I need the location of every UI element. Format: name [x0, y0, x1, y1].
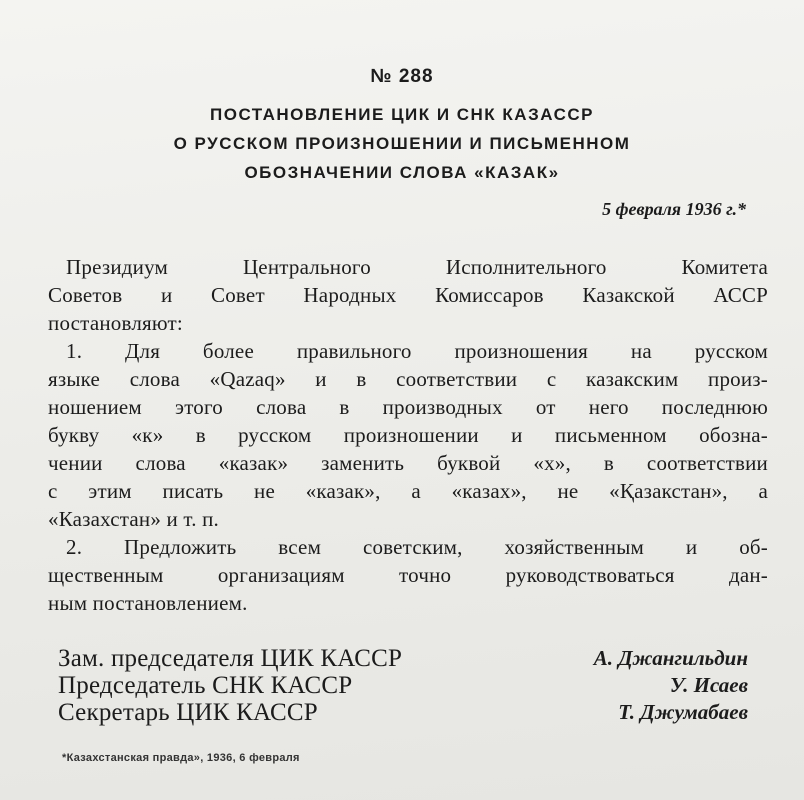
- signature-row: [58, 645, 748, 672]
- body-line: ным постановлением.: [48, 591, 248, 615]
- document-title: [60, 100, 744, 187]
- signatory-name: А. Джангильдин: [593, 646, 748, 670]
- body-line: Президиум Центрального Исполнительного Комитета: [66, 255, 768, 279]
- body-line: чении слова «казак» заменить буквой «х», в соответствии: [48, 451, 768, 475]
- body-line: 1. Для более правильного произношения на русском: [66, 339, 768, 363]
- signature-block: [58, 645, 748, 726]
- signatory-name: Т. Джумабаев: [618, 700, 748, 724]
- signatory-title: Зам. председателя ЦИК КАССР: [58, 644, 403, 672]
- body-line: ношением этого слова в производных от него последнюю: [48, 395, 768, 419]
- body-line: «Казахстан» и т. п.: [48, 507, 220, 531]
- title-line: ОБОЗНАЧЕНИИ СЛОВА «КАЗАК»: [244, 163, 560, 182]
- document-number: № 288: [370, 66, 434, 87]
- document-date: 5 февраля 1936 г.*: [602, 199, 746, 219]
- body-line: постановляют:: [48, 311, 183, 335]
- signatory-title: Секретарь ЦИК КАССР: [58, 698, 318, 726]
- title-line: ПОСТАНОВЛЕНИЕ ЦИК И СНК КАЗАССР: [210, 105, 594, 124]
- signature-row: [58, 672, 748, 699]
- body-line: Советов и Совет Народных Комиссаров Казакской АССР: [48, 283, 768, 307]
- source-footnote: *Казахстанская правда», 1936, 6 февраля: [62, 752, 300, 764]
- document-body: [48, 253, 768, 617]
- body-line: языке слова «Qazaq» и в соответствии с казакским произ-: [48, 367, 768, 391]
- body-line: щественным организациям точно руководствоваться дан-: [48, 563, 768, 587]
- body-line: 2. Предложить всем советским, хозяйственным и об-: [66, 535, 768, 559]
- signatory-name: У. Исаев: [669, 673, 748, 697]
- title-line: О РУССКОМ ПРОИЗНОШЕНИИ И ПИСЬМЕННОМ: [173, 134, 631, 153]
- body-line: букву «к» в русском произношении и письменном обозна-: [48, 423, 768, 447]
- signatory-title: Председатель СНК КАССР: [58, 671, 353, 699]
- signature-row: [58, 699, 748, 726]
- body-line: с этим писать не «казак», а «казах», не «Қазакстан», а: [48, 479, 768, 503]
